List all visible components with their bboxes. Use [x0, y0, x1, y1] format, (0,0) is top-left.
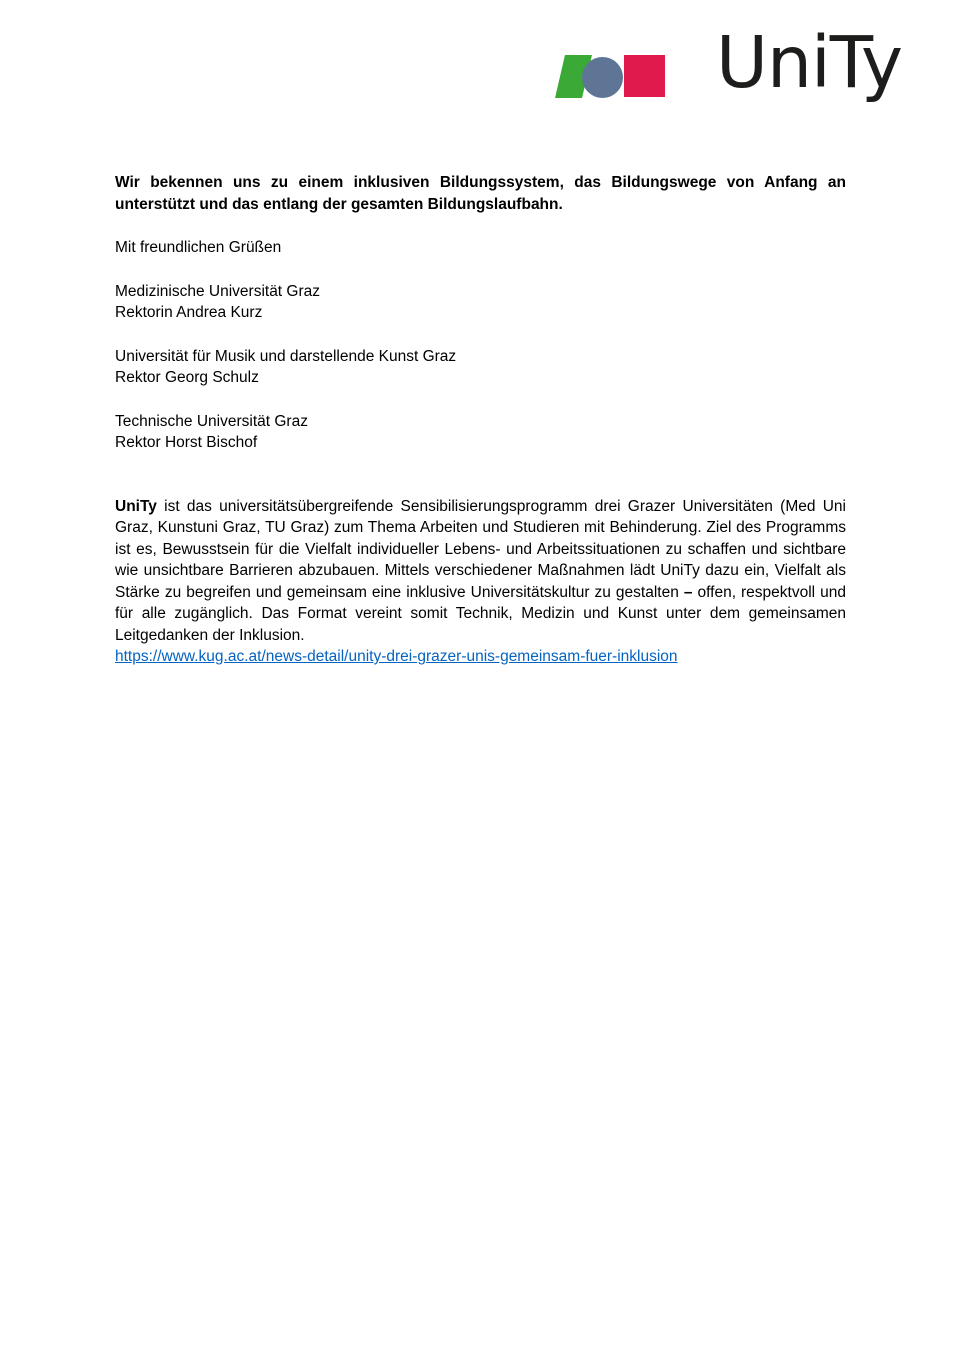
logo-blue-circle-icon [582, 57, 623, 98]
commitment-paragraph: Wir bekennen uns zu einem inklusiven Bildungssystem, das Bildungswege von Anfang an unterstützt und das entlang der gesamten Bildungslaufbahn. [115, 174, 846, 213]
about-paragraph [115, 496, 846, 647]
letterhead [0, 0, 960, 150]
institution-name: Universität für Musik und darstellende Kunst Graz [115, 347, 457, 365]
signer-name: Rektor Horst Bischof [115, 434, 258, 451]
signature-block [115, 411, 846, 454]
about-text-part2: offen, respektvoll und für alle zugänglich. Das Format vereint somit Technik, Medizin und Kunst unter dem gemeinsamen Leitgedanken der Inklusion. [115, 583, 846, 644]
institution-name: Medizinische Universität Graz [115, 282, 321, 300]
signature-block [115, 281, 846, 324]
logo-red-square-icon [624, 55, 665, 97]
about-lead-bold: UniTy [115, 497, 157, 515]
inklusion-link[interactable]: https://www.kug.ac.at/news-detail/unity-drei-grazer-unis-gemeinsam-fuer-inklusion [115, 648, 678, 665]
about-dash-bold: – [683, 583, 693, 601]
link-line [115, 646, 846, 668]
signer-name: Rektor Georg Schulz [115, 369, 259, 386]
letter-body [115, 172, 846, 668]
institution-name: Technische Universität Graz [115, 412, 308, 430]
signature-block [115, 346, 846, 389]
signer-name: Rektorin Andrea Kurz [115, 304, 263, 321]
salutation: Mit freundlichen Grüßen [115, 239, 282, 256]
logo-wordmark: UniTy [716, 21, 903, 104]
about-text-part1: ist das universitätsübergreifende Sensibilisierungsprogramm drei Grazer Universitäten (Med Uni Graz, Kunstuni Graz, TU Graz) zum Thema Arbeiten und Studieren mit Behinderung. Ziel des Programms ist es, Bewusstsein für die Vielfalt individueller Lebens- und Arbeitssituationen zu schaffen und sichtbare wie unsichtbare Barrieren abzubauen. Mittels verschiedener Maßnahmen lädt UniTy dazu ein, Vielfalt als Stärke zu begreifen und gemeinsam eine inklusive Universitätskultur zu gestalten [115, 497, 846, 601]
